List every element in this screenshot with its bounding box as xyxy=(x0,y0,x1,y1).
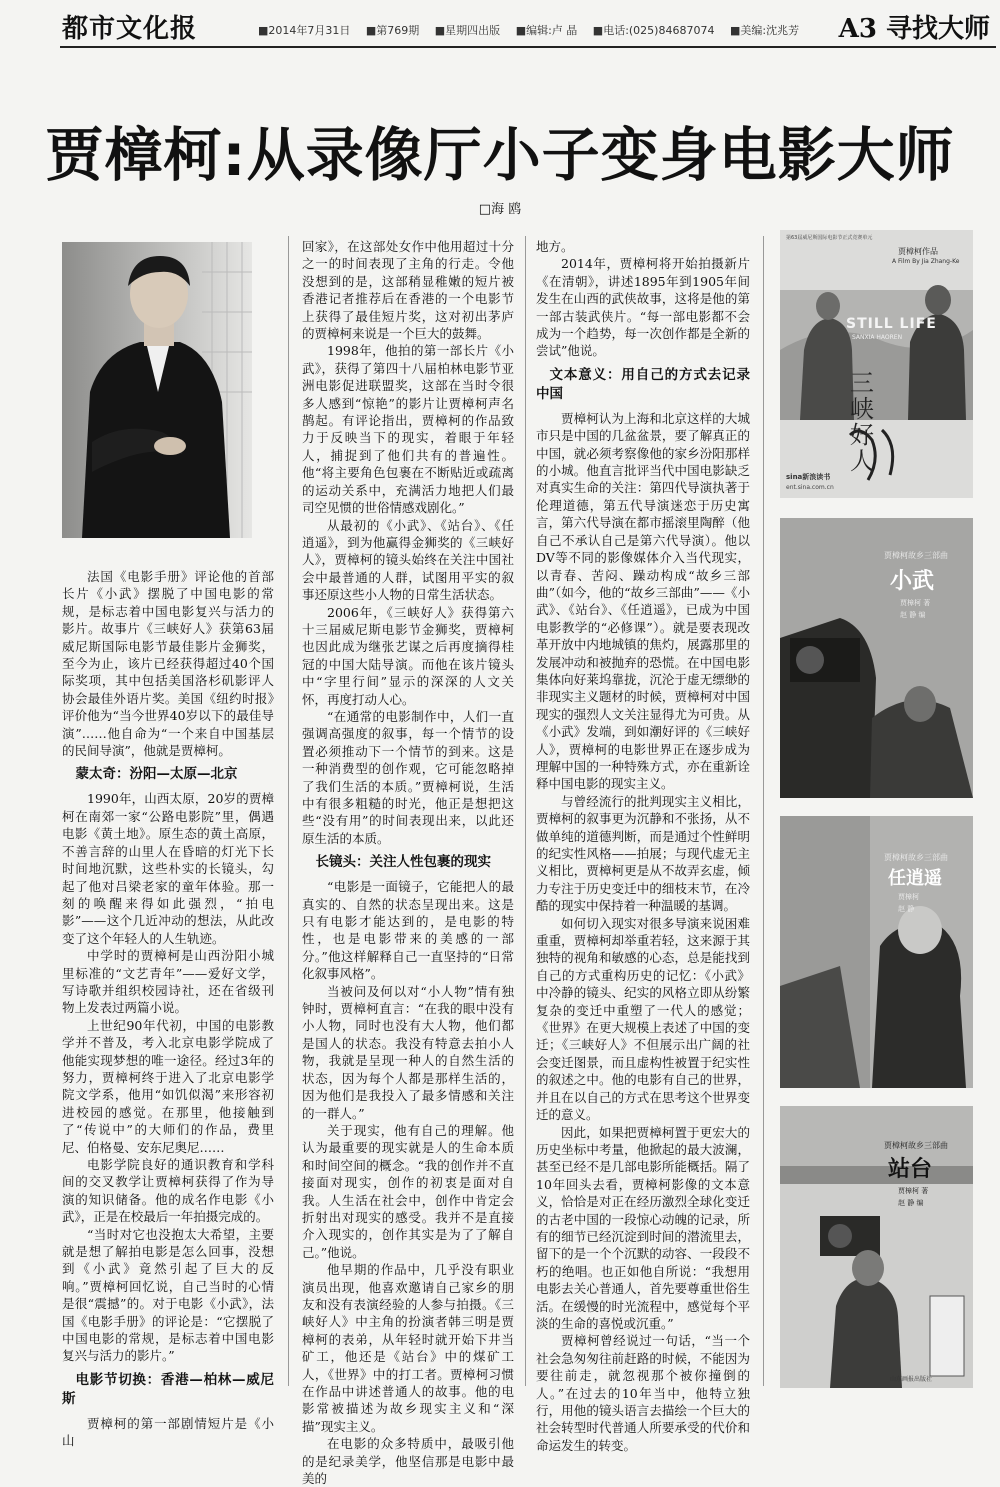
book-editor: 赵 静 编 xyxy=(898,1199,924,1207)
article-paragraph: 电影学院良好的通识教育和学科间的交叉教学让贾樟柯获得了作为导演的知识储备。他的成名作电影《小武》，正是在校最后一年拍摄完成的。 xyxy=(62,1157,274,1225)
article-paragraph: 2014年，贾樟柯将开始拍摄新片《在清朝》，讲述1895年到1905年间发生在山西的武侠故事，这将是他的第一部古装武侠片。“每一部电影都不会成为一个趋势，每一次创作都是全新的尝试”他说。 xyxy=(536,256,750,359)
poster-title-en: STILL LIFE xyxy=(846,316,937,332)
paper-name: 都市文化报 xyxy=(62,14,198,44)
book-author: 贾樟柯 著 xyxy=(898,1187,929,1195)
section-heading: 蒙太奇：汾阳—太原—北京 xyxy=(75,766,238,783)
article-paragraph: 上世纪90年代初，中国的电影教学并不普及，考入北京电影学院成了他能实现梦想的唯一途径。经过3年的努力，贾樟柯终于进入了北京电影学院文学系，他用“如饥似渴”来形容初进校园的感觉。在那里，他接触到了“传说中”的大师们的作品，费里尼、伯格曼、安东尼奥尼…… xyxy=(62,1017,274,1155)
article-paragraph: 2006年，《三峡好人》获得第六十三届威尼斯电影节金狮奖，贾樟柯也因此成为继张艺谋之后再度摘得桂冠的中国大陆导演。而他在该片镜头中“字里行间”显示的深深的人文关怀，再度打动人心。 xyxy=(302,604,514,707)
article-paragraph: 法国《电影手册》评论他的首部长片《小武》摆脱了中国电影的常规，是标志着中国电影复兴与活力的影片。故事片《三峡好人》获第63届威尼斯国际电影节最佳影片金狮奖，至今为止，该片已经获得超过40个国际奖项，其中包括美国洛杉矶影评人协会最佳外语片奖。美国《纽约时报》评价他为“当今世界40岁以下的最佳导演”……他自命为“一个来自中国基层的民间导演”，他就是贾樟柯。 xyxy=(62,569,274,759)
masthead-rule xyxy=(60,46,996,48)
article-paragraph: 他早期的作品中，几乎没有职业演员出现，他喜欢邀请自己家乡的朋友和没有表演经验的人参与拍摄。《三峡好人》中主角的扮演者韩三明是贾樟柯的表弟，从年轻时就开始下井当矿工，他还是《站台》中的煤矿工人，《世界》中的打工者。贾樟柯习惯在作品中讲述普通人的故事。他的电影常被描述为故乡现实主义和“深描”现实主义。 xyxy=(302,1262,514,1434)
article-paragraph: 如何切入现实对很多导演来说困难重重，贾樟柯却举重若轻，这来源于其独特的视角和敏感的心态，总是能找到自己的方式重构历史的记忆：《小武》中冷静的镜头、纪实的风格立即从纷繁复杂的变迁中重塑了一代人的感觉；《世界》在更大规模上表述了中国的变迁；《三峡好人》不但展示出广阔的社会变迁图景，而且虚构性被置于纪实性的叙述之中。他的电影有自己的世界，并且在以自己的方式在思考这个世界变迁的意义。 xyxy=(536,915,750,1123)
section-heading: 电影节切换：香港—柏林—威尼斯 xyxy=(62,1371,274,1407)
phone-number: ■电话:(025)84687074 xyxy=(592,24,715,37)
poster-credit: A Film By Jia Zhang-Ke xyxy=(892,258,960,265)
book-publisher: 山东画报出版社 xyxy=(890,1376,933,1383)
masthead-meta xyxy=(258,22,811,38)
article-paragraph: 关于现实，他有自己的理解。他认为最重要的现实就是人的生命本质和时间空间的概念。“我的创作并不直接面对现实，创作的初衷是面对自我。人生活在社会中，创作中肯定会折射出对现实的感受。我并不是直接介入现实的，创作其实是为了了解自己。”他说。 xyxy=(302,1122,514,1260)
article-paragraph: 贾樟柯的第一部剧情短片是《小山 xyxy=(62,1415,274,1449)
renxiaoyao-book-cover xyxy=(780,816,973,1088)
book-title: 任逍遥 xyxy=(888,868,942,889)
article-paragraph: 在电影的众多特质中，最吸引他的是纪录美学，他坚信那是电影中最美的 xyxy=(302,1436,514,1487)
editor-credit: ■编辑:卢 晶 xyxy=(515,24,578,37)
book-author: 贾樟柯 著 xyxy=(900,599,931,607)
article-headline: 贾樟柯:从录像厅小子变身电影大师 xyxy=(45,121,955,189)
still-life-poster xyxy=(780,230,973,498)
article-paragraph: 1998年，他拍的第一部长片《小武》，获得了第四十八届柏林电影节亚洲电影促进联盟奖，这部在当时令很多人感到“惊艳”的影片让贾樟柯声名鹊起。有评论指出，贾樟柯的作品致力于反映当下的现实，着眼于年轻人，捕捉到了他们共有的普遍性。他“将主要角色包裹在不断贴近或疏离的运动关系中，充满活力地把人们最司空见惯的世俗情感戏剧化。” xyxy=(302,343,514,516)
article-paragraph: “当时对它也没抱太大希望，主要就是想了解拍电影是怎么回事，没想到《小武》竟然引起了巨大的反响。”贾樟柯回忆说，自己当时的心情是很“震撼”的。对于电影《小武》，法国《电影手册》的评论是：“它摆脱了中国电影的常规，是标志着中国电影复兴与活力的影片。” xyxy=(62,1226,274,1364)
article-paragraph: 贾樟柯曾经说过一句话，“当一个社会急匆匆往前赶路的时候，不能因为要往前走，就忽视那个被你撞倒的人。”在过去的10年当中，他特立独行，用他的镜头语言去描绘一个巨大的社会转型时代普通人所要承受的代价和命运发生的转变。 xyxy=(536,1333,750,1453)
issue-number: ■第769期 xyxy=(365,24,420,37)
zhantai-book-cover xyxy=(780,1106,973,1388)
article-paragraph: 1990年，山西太原，20岁的贾樟柯在南郊一家“公路电影院”里，偶遇电影《黄土地》。原生态的黄土高原，不善言辞的山里人在昏暗的灯光下长时间地沉默，这些朴实的长镜头，勾起了他对吕梁老家的童年体验。那一刻的唤醒来得如此强烈，“拍电影”——这个几近冲动的想法，从此改变了这个年轻人的人生轨迹。 xyxy=(62,791,274,946)
poster-presenter: 贾樟柯作品 xyxy=(898,247,938,256)
book-series: 贾樟柯故乡三部曲 xyxy=(884,1141,948,1150)
article-paragraph: 当被问及何以对“小人物”情有独钟时，贾樟柯直言：“在我的眼中没有小人物，同时也没有大人物，他们都是国人的状态。我没有特意去拍小人物，我就是呈现一种人的自然生活的状态，因为每个人都是那样生活的，因为他们是我投入了最多情感和关注的一群人。” xyxy=(302,983,514,1121)
article-paragraph: 地方。 xyxy=(536,239,574,254)
book-series: 贾樟柯故乡三部曲 xyxy=(884,853,948,862)
column-rule xyxy=(763,236,764,1386)
section-heading: 文本意义：用自己的方式去记录中国 xyxy=(536,366,750,402)
poster-title-cn: 三峡好人 xyxy=(850,369,874,475)
article-column-1 xyxy=(62,568,274,1449)
article-paragraph: 因此，如果把贾樟柯置于更宏大的历史坐标中考量，他掀起的最大波澜，甚至已经不是几部电影所能概括。隔了10年回头去看，贾樟柯影像的文本意义，恰恰是对正在经历激烈全球化变迁的古老中国的一段惊心动魄的记录，所有的细节已经沉淀到时间的潜流里去，留下的是一个个沉默的动容、一段段不朽的绝唱。也正如他自所说：“我想用电影去关心普通人，首先要尊重世俗生活。在缓慢的时光流程中，感觉每个平淡的生命的喜悦或沉重。” xyxy=(536,1124,750,1331)
section-heading: 长镜头：关注人性包裹的现实 xyxy=(315,854,491,871)
designer-credit: ■美编:沈兆芳 xyxy=(729,24,800,37)
column-rule xyxy=(525,236,526,1386)
poster-url: ent.sina.com.cn xyxy=(786,484,834,491)
article-paragraph: 回家》，在这部处女作中他用超过十分之一的时间表现了主角的行走。令他没想到的是，这部稍显稚嫩的短片被香港记者推荐后在香港的一个电影节上获得了最佳短片奖，这对初出茅庐的贾樟柯来说是一个巨大的鼓舞。 xyxy=(302,239,514,342)
poster-publisher: sina新浪读书 xyxy=(786,473,831,481)
page-label: A3 寻找大师 xyxy=(838,14,990,44)
poster-title-pinyin: SANXIA HAOREN xyxy=(852,334,903,341)
article-paragraph: 中学时的贾樟柯是山西汾阳小城里标准的“文艺青年”——爱好文学，写诗歌并组织校园诗社，还在省级刊物上发表过两篇小说。 xyxy=(62,948,274,1016)
article-paragraph: 从最初的《小武》、《站台》、《任逍遥》，到为他赢得金狮奖的《三峡好人》，贾樟柯的镜头始终在关注中国社会中最普通的人群，试图用平实的叙事还原这些小人物的日常生活状态。 xyxy=(302,517,514,603)
article-column-2 xyxy=(302,238,514,1487)
book-title: 站台 xyxy=(888,1157,933,1182)
masthead xyxy=(0,0,1000,48)
article-column-3 xyxy=(536,238,750,1453)
article-paragraph: “电影是一面镜子，它能把人的最真实的、自然的状态呈现出来。这是只有电影才能达到的，是电影的特性，也是电影带来的美感的一部分。”他这样解释自己一直坚持的“日常化叙事风格”。 xyxy=(302,879,514,982)
portrait-photo xyxy=(62,242,252,538)
book-editor: 赵 静 编 xyxy=(900,611,926,619)
book-series: 贾樟柯故乡三部曲 xyxy=(884,551,948,560)
book-author: 贾樟柯 xyxy=(898,893,919,901)
poster-festival-line: 第63届威尼斯国际电影节正式竞赛单元 xyxy=(786,235,873,241)
issue-weekday: ■星期四出版 xyxy=(434,24,501,37)
book-editor: 赵 静 xyxy=(898,905,915,913)
article-paragraph: 与曾经流行的批判现实主义相比，贾樟柯的叙事更为沉静和不张扬，从不做单纯的道德判断，而是通过个性鲜明的纪实性风格——拍展；与现代虚无主义相比，贾樟柯更是从不故弄玄虚，倾力专注于历史变迁中的细枝末节，在冷酷的现实中保持着一种温暖的基调。 xyxy=(536,793,750,914)
article-byline: □海 鸥 xyxy=(478,202,522,217)
book-title: 小武 xyxy=(890,569,935,594)
issue-date: ■2014年7月31日 xyxy=(258,24,351,37)
article-paragraph: “在通常的电影制作中，人们一直强调高强度的叙事，每一个情节的设置必须推动下一个情节的到来。这是一种消费型的创作观，它可能忽略掉了我们生活的本质。”贾樟柯说，生活中有很多粗糙的时光，他正是想把这些“没有用”的时间表现出来，以此还原生活的本质。 xyxy=(302,708,514,846)
article-paragraph: 贾樟柯认为上海和北京这样的大城市只是中国的几盆盆景，要了解真正的中国，就必须考察像他的家乡汾阳那样的小城。他直言批评当代中国电影缺乏对真实生命的关注：第四代导演执著于伦理道德，第五代导演迷恋于历史寓言，第六代导演在都市摇滚里陶醉（他自己不承认自己是第六代导演）。他以DV等不同的影像媒体介入当代现实，以青春、苦闷、躁动构成“故乡三部曲”（如今，他的“故乡三部曲”——《小武》、《站台》、《任逍遥》，已成为中国电影教学的“必修课”）。就是要表现改革开放中内地城镇的焦灼，展露那里的发展冲动和被抛弃的恐慌。在中国电影集体向好莱坞靠拢，沉沦于虚无缥缈的非现实主义题材的时候，贾樟柯对中国现实的强烈人文关注显得尤为可贵。从《小武》发端，到如潮好评的《三峡好人》，贾樟柯的电影世界正在逐步成为理解中国的一种特殊方式，亦在重新诠释中国电影的现实主义。 xyxy=(536,410,750,792)
xiaowu-book-cover xyxy=(780,518,973,798)
column-rule xyxy=(288,236,289,1386)
